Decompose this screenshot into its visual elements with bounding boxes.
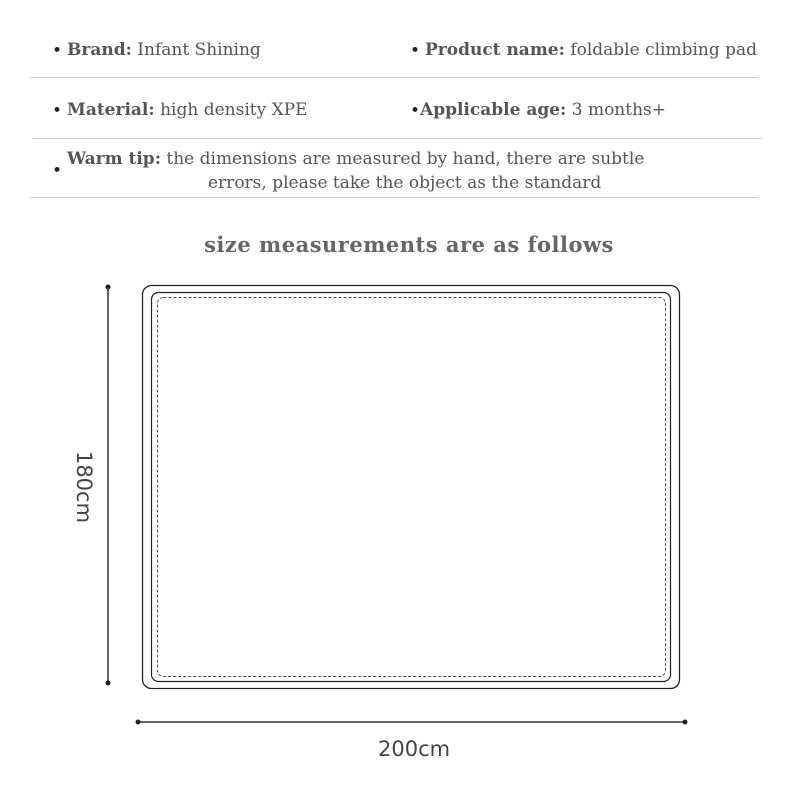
warm-tip-line2: errors, please take the object as the standard [208, 173, 602, 193]
spec-product-name-value: foldable climbing pad [570, 40, 758, 60]
warm-tip-label: Warm tip: [67, 149, 161, 169]
bullet-icon: • [52, 101, 63, 121]
height-label: 180cm [72, 450, 96, 524]
spec-material-label: Material: [67, 100, 155, 120]
height-dimension-endpoint [106, 681, 111, 686]
spec-brand-label: Brand: [67, 40, 132, 60]
bullet-icon: • [410, 41, 421, 61]
spec-applicable-age-value: 3 months+ [571, 100, 667, 120]
section-heading: size measurements are as follows [204, 232, 614, 257]
spec-applicable-age-label: Applicable age: [420, 100, 567, 120]
bullet-icon: • [410, 101, 421, 121]
width-label: 200cm [378, 737, 451, 761]
width-dimension-endpoint [683, 720, 688, 725]
width-dimension-endpoint [136, 720, 141, 725]
height-dimension-endpoint [106, 285, 111, 290]
bullet-icon: • [52, 161, 63, 181]
mat-outer-outline [143, 286, 680, 689]
warm-tip-line1: the dimensions are measured by hand, there are subtle [166, 149, 645, 169]
bullet-icon: • [52, 41, 63, 61]
spec-product-name-label: Product name: [425, 40, 565, 60]
spec-material-value: high density XPE [160, 100, 308, 120]
spec-brand-value: Infant Shining [137, 40, 261, 60]
